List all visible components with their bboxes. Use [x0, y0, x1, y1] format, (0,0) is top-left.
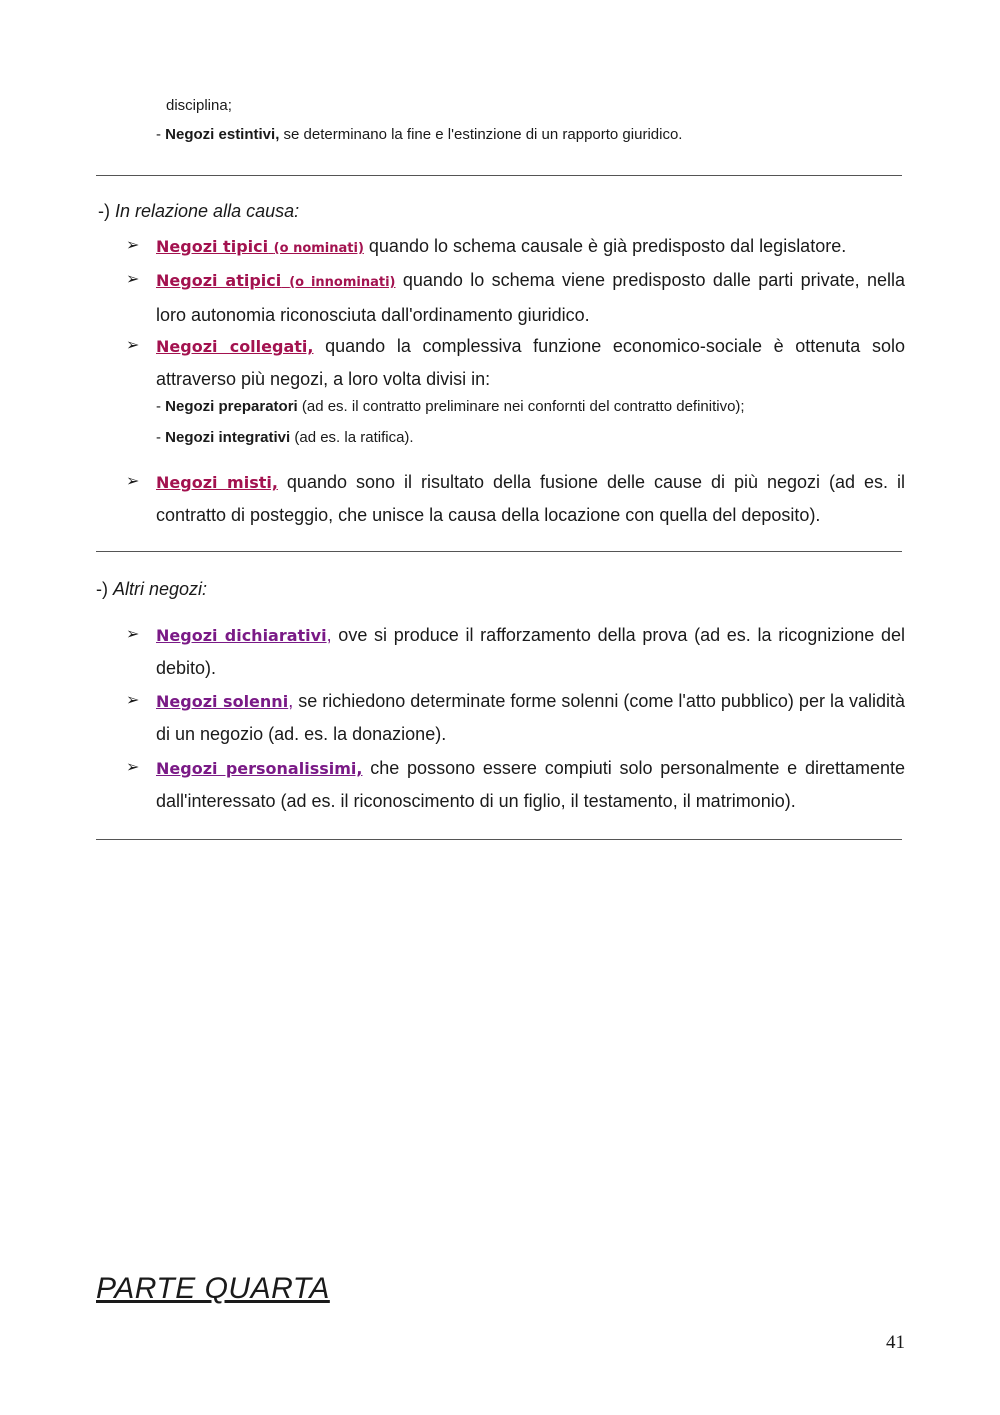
text-line: - Negozi estintivi, se determinano la fine e l'estinzione di un rapporto giuridico.	[156, 126, 683, 143]
list-item: Negozi collegati, quando la complessiva funzione economico-sociale è ottenuta solo attraverso più negozi, a loro volta divisi in:	[156, 336, 905, 389]
page-number: 41	[886, 1332, 905, 1353]
sub-list-item: - Negozi preparatori (ad es. il contratto preliminare nei confornti del contratto definitivo);	[156, 398, 745, 415]
sub-list-item: - Negozi integrativi (ad es. la ratifica).	[156, 429, 414, 446]
divider	[96, 175, 902, 176]
term: Negozi estintivi,	[165, 126, 280, 143]
bullet-icon: ➢	[126, 237, 140, 254]
section-heading: -) In relazione alla causa:	[98, 201, 300, 221]
term-link[interactable]: Negozi collegati,	[156, 337, 314, 356]
bullet-icon: ➢	[126, 626, 140, 643]
term-link[interactable]: Negozi dichiarativi	[156, 626, 327, 645]
bullet-icon: ➢	[126, 473, 140, 490]
text-line: disciplina;	[166, 97, 232, 114]
divider	[96, 551, 902, 552]
list-item: Negozi dichiarativi, ove si produce il rafforzamento della prova (ad es. la ricognizione del debito).	[156, 625, 905, 678]
list-item: Negozi atipici (o innominati) quando lo schema viene predisposto dalle parti private, nella loro autonomia riconosciuta dall'ordinamento giuridico.	[156, 270, 905, 325]
list-item: Negozi personalissimi, che possono essere compiuti solo personalmente e direttamente dall'interessato (ad es. il riconoscimento di un figlio, il testamento, il matrimonio).	[156, 758, 905, 811]
list-item: Negozi solenni, se richiedono determinate forme solenni (come l'atto pubblico) per la validità di un negozio (ad. es. la donazione).	[156, 691, 905, 744]
bullet-icon: ➢	[126, 759, 140, 776]
bullet-icon: ➢	[126, 271, 140, 288]
divider	[96, 839, 902, 840]
section-heading: -) Altri negozi:	[96, 579, 208, 599]
term-link[interactable]: Negozi misti,	[156, 473, 278, 492]
bullet-icon: ➢	[126, 337, 140, 354]
term-link[interactable]: Negozi solenni	[156, 692, 289, 711]
list-item: Negozi misti, quando sono il risultato della fusione delle cause di più negozi (ad es. il contratto di posteggio, che unisce la causa della locazione con quella del deposito).	[156, 472, 905, 525]
term-link[interactable]: Negozi personalissimi,	[156, 759, 363, 778]
term-link[interactable]: Negozi atipici (o innominati)	[156, 271, 396, 290]
term-link[interactable]: Negozi tipici (o nominati)	[156, 237, 364, 256]
list-item: Negozi tipici (o nominati) quando lo schema causale è già predisposto dal legislatore.	[156, 236, 847, 256]
part-title: PARTE QUARTA	[96, 1272, 330, 1305]
bullet-icon: ➢	[126, 692, 140, 709]
